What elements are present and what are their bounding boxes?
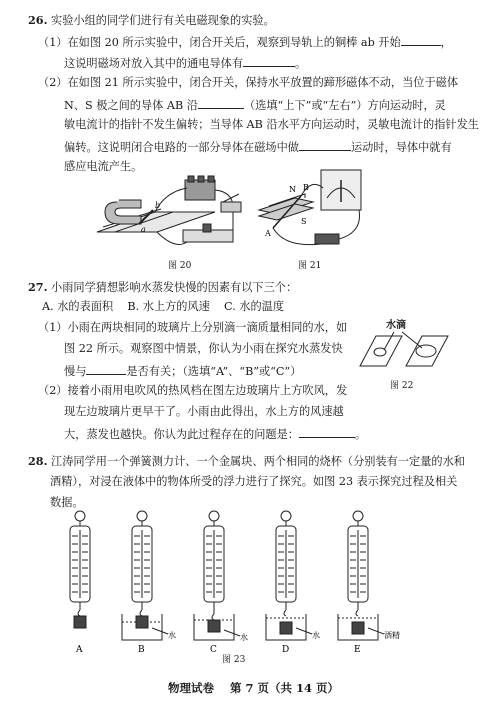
scale-B	[112, 510, 182, 660]
q26-blank-1[interactable]	[401, 34, 441, 46]
q27-p2-line2: 现左边玻璃片更早干了。小雨由此得出，水上方的风速越	[64, 405, 344, 418]
scale-C-label: C	[210, 645, 217, 655]
q26-blank-3[interactable]	[198, 97, 244, 109]
q27-stem-line	[28, 280, 297, 295]
fig21-label-A: A	[265, 229, 271, 238]
scale-D-water-label: 水	[312, 631, 320, 640]
fig20-label-a: a	[141, 225, 146, 234]
scale-B-label: B	[138, 645, 145, 655]
q26-p1-text1: （1）在如图 20 所示实验中，闭合开关后，观察到导轨上的铜棒 ab 开始	[38, 36, 401, 49]
q27-p1-line2: 图 22 所示。观察图中情景，你认为小雨在探究水蒸发快	[64, 342, 343, 355]
q26-p2-text4: 敏电流计的指针不发生偏转；当导体 AB 沿水平方向运动时，灵敏电流计的指针发生	[64, 118, 479, 131]
q26-p2-line4	[64, 139, 452, 155]
fig21-label-B: B	[303, 183, 309, 192]
q26-p2-text6: 运动时，导体中就有	[350, 141, 452, 154]
q26-blank-4[interactable]	[299, 139, 351, 151]
q28-line1	[28, 454, 465, 469]
scale-A-label: A	[76, 645, 83, 655]
q27-p2-line1: （2）接着小雨用电吹风的热风档在图左边玻璃片上方吹风，发	[38, 384, 348, 397]
figure-23	[50, 510, 450, 660]
scale-E	[328, 510, 418, 660]
scale-A	[50, 510, 110, 660]
q26-p2-line3	[64, 118, 479, 132]
fig22-title: 水滴	[386, 320, 406, 331]
q26-p1-line2	[64, 55, 306, 71]
fig22-caption: 图 22	[390, 381, 414, 391]
fig21-label-s: S	[301, 217, 307, 226]
q26-p1-line1	[38, 34, 452, 50]
fig20-label-b: b	[155, 201, 161, 210]
scale-E-label: E	[354, 645, 361, 655]
q27-p2-text3b: 。	[354, 428, 367, 441]
q28-text1: 江涛同学用一个弹簧测力计、一个金属块、两个相同的烧杯（分别装有一定量的水和	[51, 455, 465, 468]
q26-number: 26.	[28, 13, 48, 27]
scale-B-water-label: 水	[168, 631, 176, 640]
q28-number: 28.	[28, 454, 48, 468]
q26-p2-text2: N、S 极之间的导体 AB 沿	[64, 99, 198, 112]
fig21-label-n: N	[289, 185, 296, 194]
fig23-caption: 图 23	[222, 655, 246, 665]
q26-p2-text1: （2）在如图 21 所示实验中，闭合开关，保持水平放置的蹄形磁体不动，当位于磁体	[38, 76, 459, 89]
q26-stem: 实验小组的同学们进行有关电磁现象的实验。	[51, 14, 275, 27]
figure-20	[95, 172, 245, 257]
q27-p2-text3a: 大，蒸发也越快。你认为此过程存在的问题是：	[64, 428, 299, 441]
q26-stem-line	[28, 13, 275, 28]
q28-line3: 数据。	[50, 496, 84, 509]
q27-options: A. 水的表面积 B. 水上方的风速 C. 水的温度	[42, 300, 285, 313]
q27-stem: 小雨同学猜想影响水蒸发快慢的因素有以下三个：	[51, 281, 298, 294]
q27-p1-line3	[64, 363, 301, 379]
q27-p1-text3b: 是否有关；（选填“A”、“B”或“C”）	[126, 365, 302, 378]
q26-p2-text5: 偏转。这说明闭合电路的一部分导体在磁场中做	[64, 141, 299, 154]
q28-line2: 酒精），对浸在液体中的物体所受的浮力进行了探究。如图 23 表示探究过程及相关	[50, 475, 458, 488]
q27-p1-line1: （1）小雨在两块相同的玻璃片上分别滴一滴质量相同的水，如	[38, 321, 348, 334]
scale-D-label: D	[282, 645, 290, 655]
figure-21	[255, 168, 365, 258]
scale-C	[184, 510, 254, 660]
page-footer: 物理试卷 第 7 页（共 14 页）	[168, 681, 340, 695]
q26-p1-text2: 这说明磁场对放入其中的通电导体有	[64, 57, 244, 70]
scale-E-alcohol-label: 酒精	[384, 631, 400, 640]
q26-p2-line1	[38, 76, 458, 90]
q27-blank-1[interactable]	[86, 363, 126, 375]
scale-D	[256, 510, 326, 660]
q26-blank-2[interactable]	[243, 55, 295, 67]
q26-p2-line2	[64, 97, 446, 113]
q27-p1-text3a: 慢与	[64, 365, 87, 378]
q26-p1-period: 。	[295, 57, 307, 70]
q27-number: 27.	[28, 280, 48, 294]
q26-p1-comma: ，	[440, 36, 452, 49]
fig20-caption: 图 20	[168, 261, 192, 271]
q27-p2-line3	[64, 426, 366, 442]
q26-p2-text3: （选填“上下”或“左右”）方向运动时，灵	[243, 99, 446, 112]
q27-blank-2[interactable]	[299, 426, 355, 438]
figure-22	[356, 330, 452, 370]
scale-C-water-label: 水	[240, 633, 248, 642]
q26-p2-text7: 感应电流产生。	[64, 160, 143, 173]
fig21-caption: 图 21	[298, 261, 322, 271]
